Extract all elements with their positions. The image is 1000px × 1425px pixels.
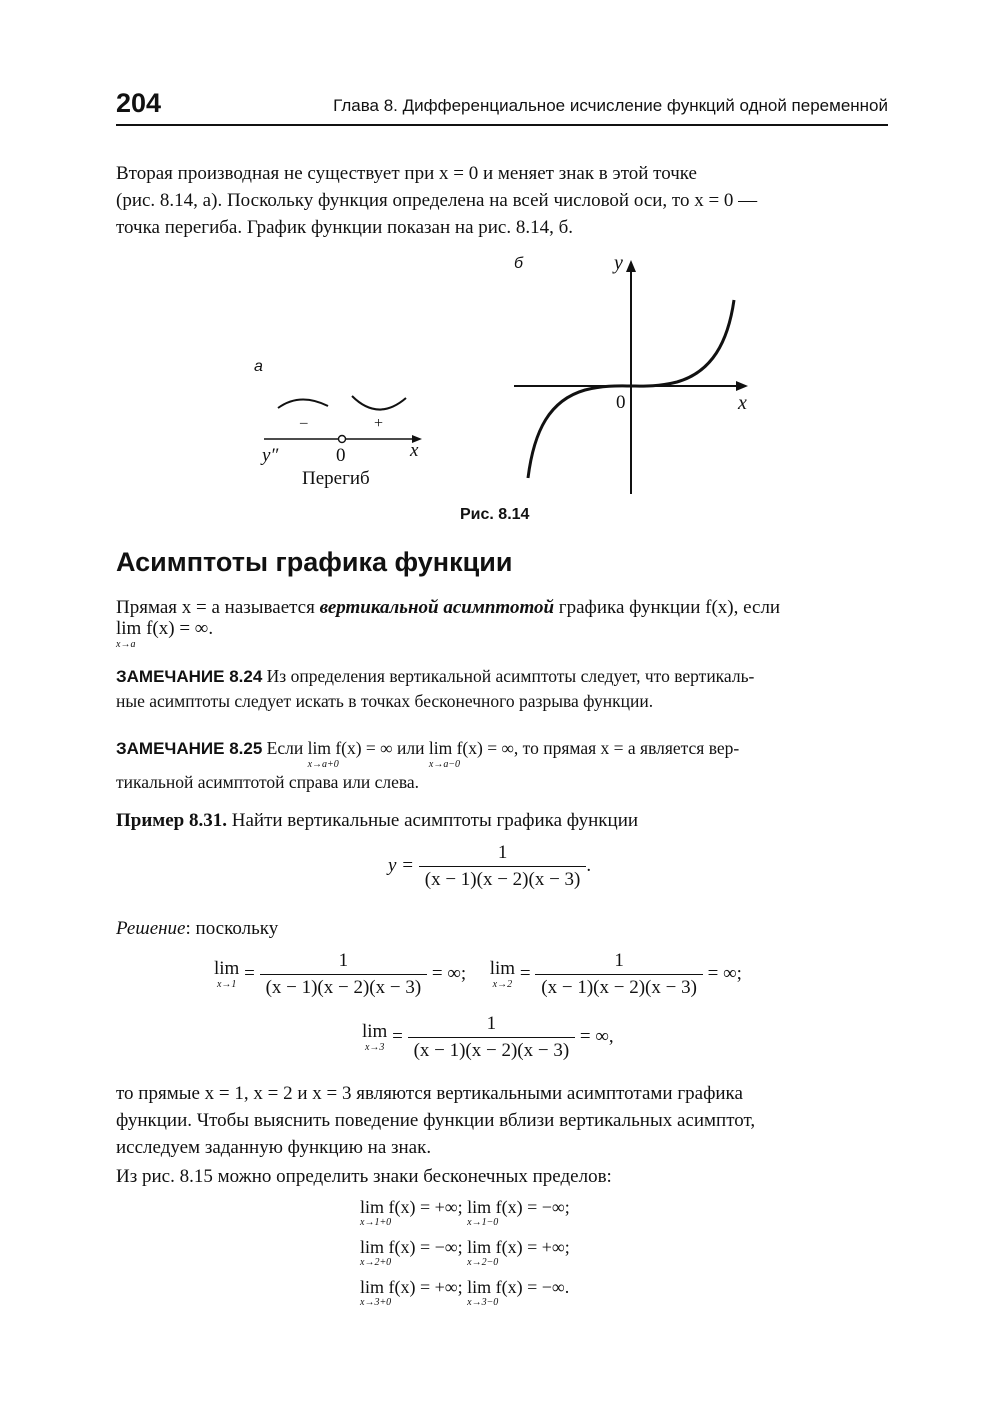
- remark-8-24-label: ЗАМЕЧАНИЕ 8.24: [116, 667, 263, 686]
- limit-expr: lim f(x) = +∞;: [360, 1277, 463, 1297]
- definition-paragraph: [116, 594, 888, 650]
- limit-sub: x→1−0: [467, 1217, 499, 1228]
- limit-expr: lim f(x) = −∞;: [360, 1237, 463, 1257]
- remark-8-24-line-1: Из определения вертикальной асимптоты следует, что вертикаль-: [266, 666, 755, 686]
- header-rule: [116, 124, 888, 126]
- figure-8-14: [250, 250, 770, 500]
- definition-term: вертикальной асимптотой: [319, 597, 555, 618]
- lim-word: lim: [489, 958, 516, 979]
- intro-line-1: Вторая производная не существует при x = 0 и меняет знак в этой точке: [116, 163, 697, 184]
- lim-word: lim: [362, 1021, 388, 1042]
- remark-8-25-label: ЗАМЕЧАНИЕ 8.25: [116, 738, 263, 758]
- example-text: Найти вертикальные асимптоты графика функции: [231, 810, 639, 831]
- intro-line-3: точка перегиба. График функции показан на рис. 8.14, б.: [116, 217, 574, 238]
- limits-intro: Из рис. 8.15 можно определить знаки бесконечных пределов:: [116, 1166, 612, 1187]
- limit-expr: lim f(x) = −∞;: [467, 1197, 570, 1217]
- figure-caption: Рис. 8.14: [460, 506, 530, 523]
- remark-8-25-part-2: или: [397, 737, 425, 758]
- definition-limit-sub: x→a: [116, 639, 136, 650]
- definition-text-before: Прямая x = a называется: [116, 597, 320, 618]
- x-label-a: x: [410, 440, 419, 461]
- concave-arc: [278, 399, 328, 408]
- lim-sub-1: x→1: [216, 979, 237, 990]
- remark-8-24: [116, 664, 888, 714]
- example-8-31: [116, 807, 888, 834]
- y-double-prime-label: y″: [262, 445, 279, 466]
- page-number: 204: [116, 88, 162, 118]
- remark-limit-left-sub: x→a−0: [428, 758, 461, 770]
- intro-line-2: (рис. 8.14, а). Поскольку функция определена на всей числовой оси, то x = 0 —: [116, 190, 758, 211]
- solution-lim-1: [214, 959, 239, 990]
- limit-1-right: [360, 1198, 463, 1228]
- x-axis-label: x: [738, 392, 747, 414]
- solution-fraction-1: [260, 950, 428, 999]
- inflection-point: [339, 436, 346, 443]
- limit-sub: x→1+0: [360, 1217, 392, 1228]
- example-y-eq: y =: [388, 854, 415, 876]
- limit-2-right: [360, 1238, 463, 1268]
- remark-8-25-part-3: то прямая x = a является вер-: [522, 737, 740, 758]
- solution-fraction-3: [408, 1013, 576, 1062]
- definition-text-after: графика функции f(x), если: [554, 597, 781, 618]
- origin-label: 0: [616, 392, 626, 413]
- part-b-label: б: [514, 255, 523, 272]
- y-axis-label: y: [614, 252, 623, 274]
- section-title: Асимптоты графика функции: [116, 547, 513, 577]
- limit-expr: lim f(x) = +∞;: [360, 1197, 463, 1217]
- zero-label-a: 0: [336, 445, 346, 466]
- x-axis-arrow: [736, 381, 748, 391]
- limits-row-1: [360, 1198, 570, 1238]
- example-formula: [388, 842, 591, 891]
- solution-fraction-2: [535, 950, 703, 999]
- example-period: .: [586, 854, 592, 876]
- conclusion-line-3: исследуем заданную функцию на знак.: [116, 1137, 432, 1158]
- solution-lim-2: [490, 959, 515, 990]
- figure-svg: [250, 250, 770, 500]
- y-axis-arrow: [626, 260, 636, 272]
- numerator: 1: [338, 950, 349, 971]
- solution-text: : поскольку: [185, 918, 279, 939]
- conclusion-paragraph: [116, 1080, 888, 1161]
- minus-sign: –: [300, 415, 308, 431]
- eq-sign: =: [392, 1025, 403, 1047]
- limit-1-left: [467, 1198, 570, 1228]
- numerator: 1: [614, 950, 624, 971]
- lim-sub-2: x→2: [492, 979, 513, 990]
- limit-sub: x→3+0: [360, 1297, 392, 1308]
- limit-3-right: [360, 1278, 463, 1308]
- example-numerator: 1: [497, 842, 508, 863]
- solution-limits-row-1: [214, 950, 742, 999]
- convex-arc: [352, 396, 406, 410]
- remark-8-25-part-1: Если: [266, 737, 304, 758]
- inflection-label: Перегиб: [302, 468, 370, 489]
- solution-limits-row-2: [362, 1013, 614, 1062]
- solution-end-1: = ∞;: [431, 962, 467, 984]
- one-sided-limits: [360, 1198, 570, 1318]
- denominator: (x − 1)(x − 2)(x − 3): [260, 974, 428, 999]
- remark-8-25: [116, 730, 888, 795]
- eq-sign: =: [519, 962, 531, 984]
- limit-3-left: [467, 1278, 569, 1308]
- numerator: 1: [486, 1013, 497, 1034]
- denominator: (x − 1)(x − 2)(x − 3): [408, 1037, 576, 1062]
- solution-intro: [116, 915, 888, 942]
- lim-sub-3: x→3: [364, 1042, 385, 1053]
- solution-label: Решение: [116, 918, 186, 939]
- plus-sign: +: [374, 415, 384, 432]
- example-fraction: [419, 842, 587, 891]
- remark-8-24-line-2: ные асимптоты следует искать в точках бесконечного разрыва функции.: [116, 691, 654, 711]
- limit-2-left: [467, 1238, 570, 1268]
- limit-expr: lim f(x) = +∞;: [467, 1237, 570, 1257]
- conclusion-line-1: то прямые x = 1, x = 2 и x = 3 являются вертикальными асимптотами графика: [116, 1083, 743, 1104]
- limit-sub: x→3−0: [467, 1297, 499, 1308]
- remark-limit-left: [429, 740, 518, 770]
- remark-limit-left-expr: lim f(x) = ∞,: [428, 738, 519, 758]
- definition-limit-expr: lim f(x) = ∞.: [116, 618, 214, 639]
- limit-sub: x→2+0: [360, 1257, 392, 1268]
- limit-sub: x→2−0: [467, 1257, 499, 1268]
- chapter-title: Глава 8. Дифференциальное исчисление функций одной переменной: [333, 96, 888, 115]
- limits-row-3: [360, 1278, 570, 1318]
- example-label: Пример 8.31.: [116, 810, 227, 831]
- lim-word: lim: [214, 958, 240, 979]
- limits-row-2: [360, 1238, 570, 1278]
- remark-limit-right-expr: lim f(x) = ∞: [307, 738, 393, 758]
- solution-lim-3: [362, 1022, 387, 1053]
- remark-limit-right-sub: x→a+0: [307, 758, 339, 770]
- example-denominator: (x − 1)(x − 2)(x − 3): [419, 866, 587, 891]
- intro-paragraph: [116, 160, 888, 241]
- eq-sign: =: [244, 962, 255, 984]
- conclusion-line-2: функции. Чтобы выяснить поведение функции вблизи вертикальных асимптот,: [116, 1110, 756, 1131]
- solution-end-2: = ∞;: [707, 962, 742, 984]
- part-a-label: а: [254, 358, 263, 375]
- solution-end-3: = ∞,: [579, 1025, 614, 1047]
- definition-limit: [116, 619, 213, 650]
- remark-8-25-line-2: тикальной асимптотой справа или слева.: [116, 771, 420, 792]
- remark-limit-right: [308, 740, 393, 770]
- denominator: (x − 1)(x − 2)(x − 3): [535, 974, 703, 999]
- limit-expr: lim f(x) = −∞.: [467, 1277, 570, 1297]
